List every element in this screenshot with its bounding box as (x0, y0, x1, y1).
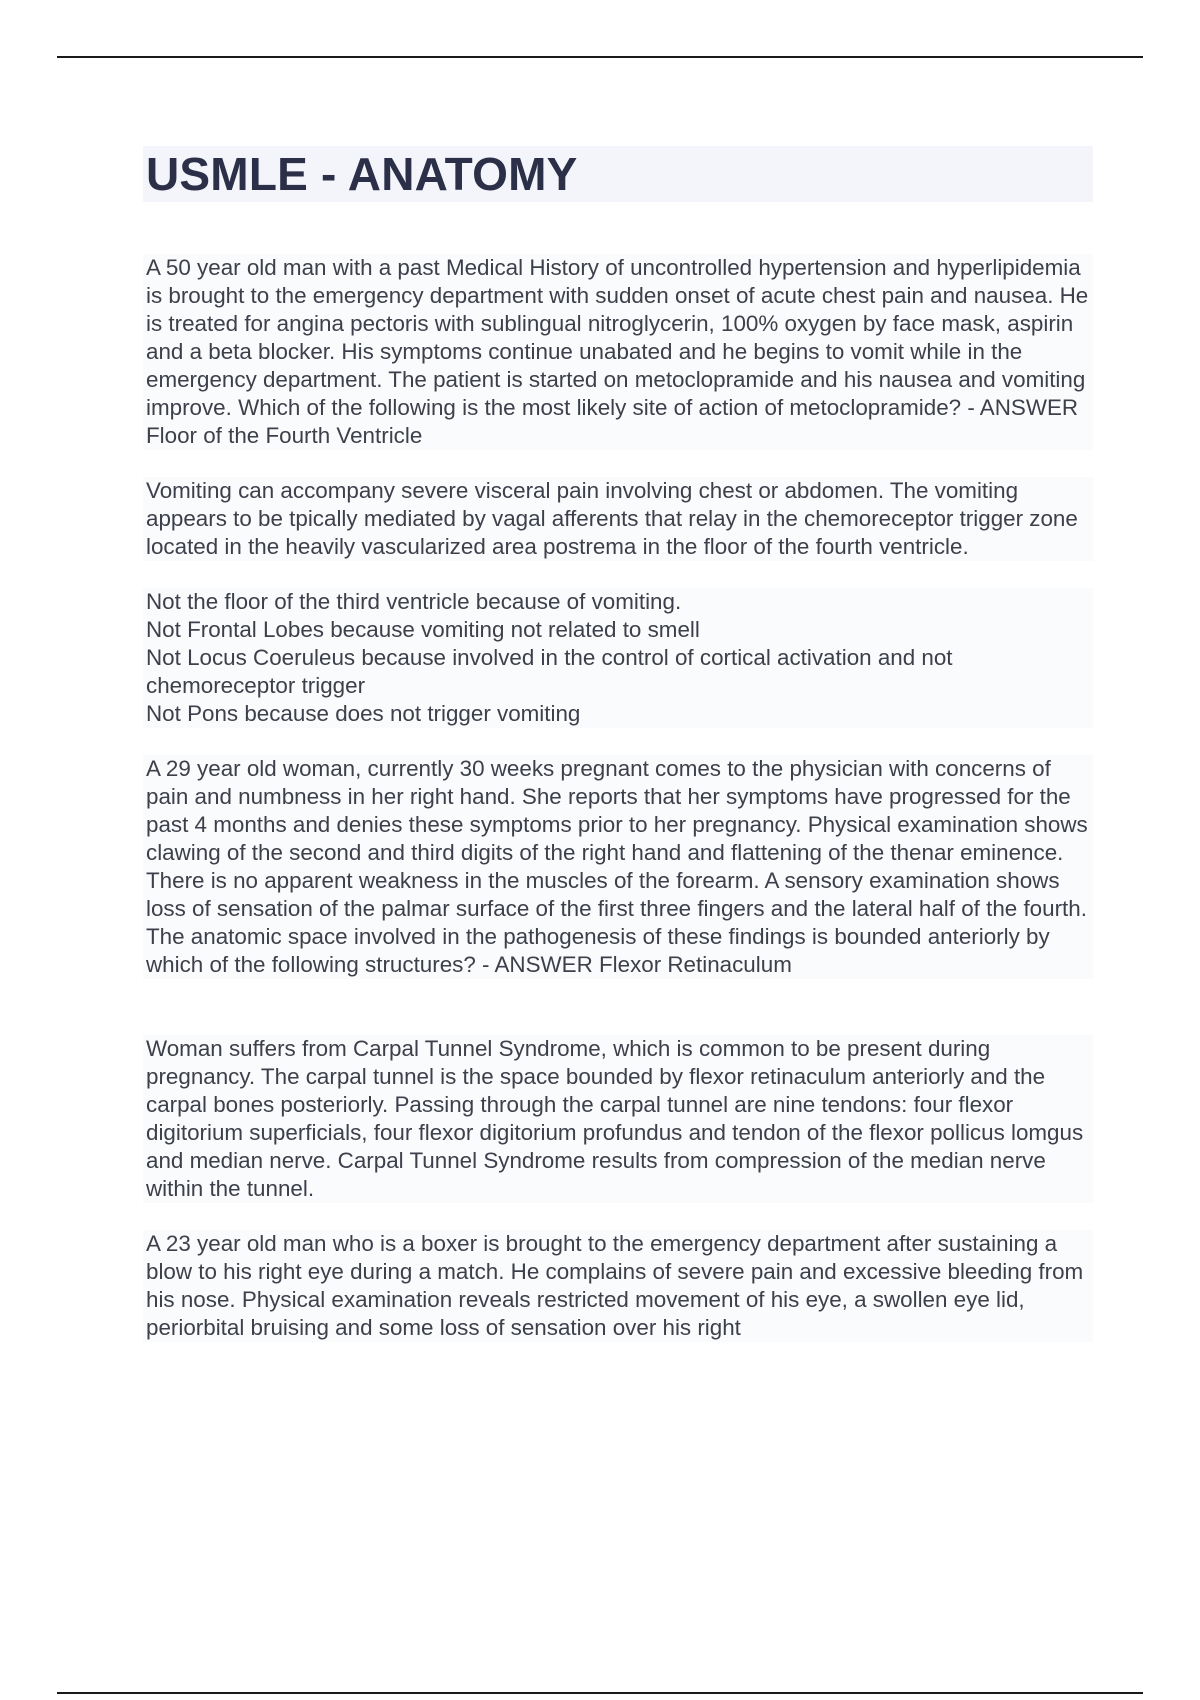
paragraph-question-metoclopramide: A 50 year old man with a past Medical History of uncontrolled hypertension and hyperlipidemia is brought to the emergency department with sudden onset of acute chest pain and nausea. He is treated for angina pectoris with sublingual nitroglycerin, 100% oxygen by face mask, aspirin and a beta blocker. His symptoms continue unabated and he begins to vomit while in the emergency department. The patient is started on metoclopramide and his nausea and vomiting improve. Which of the following is the most likely site of action of metoclopramide? - ANSWER Floor of the Fourth Ventricle (143, 254, 1093, 450)
paragraph-question-boxer: A 23 year old man who is a boxer is brought to the emergency department after sustaining a blow to his right eye during a match. He complains of severe pain and excessive bleeding from his nose. Physical examination reveals restricted movement of his eye, a swollen eye lid, periorbital bruising and some loss of sensation over his right (143, 1230, 1093, 1342)
paragraph-distractors: Not the floor of the third ventricle because of vomiting. Not Frontal Lobes because vomiting not related to smell Not Locus Coeruleus because involved in the control of cortical activation and not chemoreceptor trigger Not Pons because does not trigger vomiting (143, 588, 1093, 728)
paragraph-explanation-carpal-tunnel: Woman suffers from Carpal Tunnel Syndrome, which is common to be present during pregnancy. The carpal tunnel is the space bounded by flexor retinaculum anteriorly and the carpal bones posteriorly. Passing through the carpal tunnel are nine tendons: four flexor digitorium superficials, four flexor digitorium profundus and tendon of the flexor pollicus lomgus and median nerve. Carpal Tunnel Syndrome results from compression of the median nerve within the tunnel. (143, 1035, 1093, 1203)
document-title: USMLE - ANATOMY (146, 148, 578, 200)
title-band (143, 146, 1093, 202)
paragraph-question-carpal-tunnel: A 29 year old woman, currently 30 weeks pregnant comes to the physician with concerns of pain and numbness in her right hand. She reports that her symptoms have progressed for the past 4 months and denies these symptoms prior to her pregnancy. Physical examination shows clawing of the second and third digits of the right hand and flattening of the thenar eminence. There is no apparent weakness in the muscles of the forearm. A sensory examination shows loss of sensation of the palmar surface of the first three fingers and the lateral half of the fourth. The anatomic space involved in the pathogenesis of these findings is bounded anteriorly by which of the following structures? - ANSWER Flexor Retinaculum (143, 755, 1093, 979)
header-rule (57, 56, 1143, 58)
document-page (143, 146, 1093, 1369)
footer-rule (57, 1692, 1143, 1694)
document-body (143, 254, 1093, 1342)
paragraph-explanation-vomiting: Vomiting can accompany severe visceral pain involving chest or abdomen. The vomiting appears to be tpically mediated by vagal afferents that relay in the chemoreceptor trigger zone located in the heavily vascularized area postrema in the floor of the fourth ventricle. (143, 477, 1093, 561)
